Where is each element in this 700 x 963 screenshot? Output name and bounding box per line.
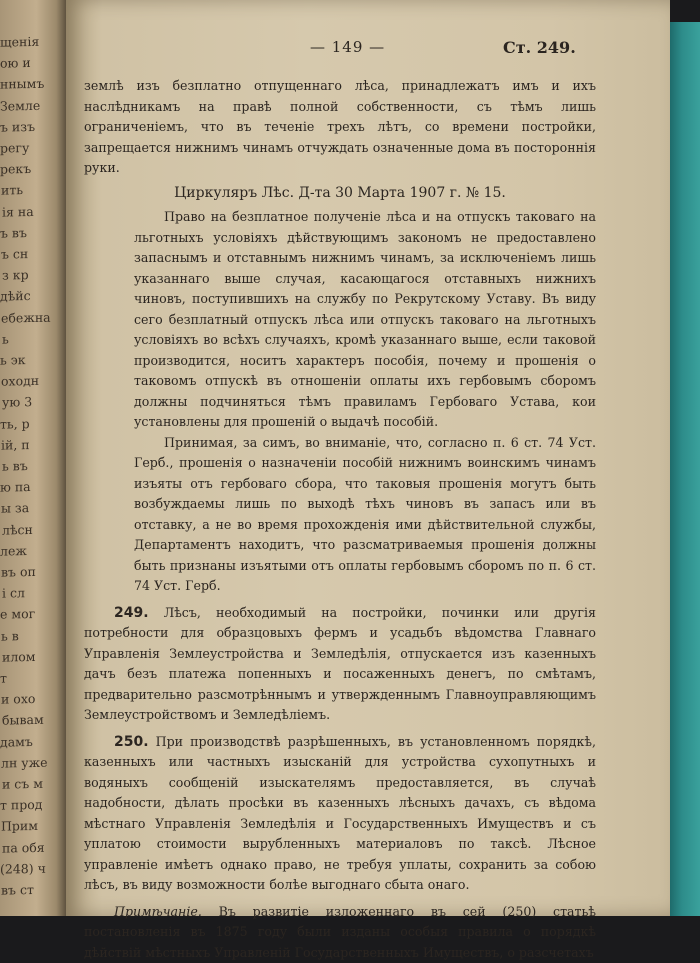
page-body bbox=[84, 76, 596, 963]
book-cover-edge bbox=[670, 22, 700, 916]
facing-page-fragment: ннымъ bbox=[0, 76, 66, 92]
circular-title: Циркуляръ Лѣс. Д-та 30 Марта 1907 г. № 15. bbox=[84, 183, 596, 204]
facing-page-fragment: и охо bbox=[1, 691, 66, 707]
article-250-text: При производствѣ разрѣшенныхъ, въ установленномъ порядкѣ, казенныхъ или частныхъ изысканій для устройства сухопутныхъ и водяныхъ сообщеній изыскателямъ предоставляется, въ случаѣ надобности, дѣлать просѣки въ казенныхъ лѣсныхъ дачахъ, съ вѣдома мѣстнаго Управленія Земледѣлія и Государственныхъ Имуществъ и съ уплатою стоимости вырубленныхъ материаловъ по таксѣ. Лѣсное управленіе имѣетъ однако право, не требуя уплаты, сохранить за собою лѣсъ, въ виду возможности болѣе выгоднаго сбыта онаго. bbox=[84, 734, 596, 893]
facing-page-fragment: ить bbox=[1, 182, 66, 198]
facing-page-fragment: е мог bbox=[0, 606, 66, 622]
facing-page-fragment: ую 3 bbox=[2, 394, 66, 410]
facing-page-fragment: бывам bbox=[2, 712, 66, 728]
facing-page-fragment: ь в bbox=[1, 627, 66, 643]
facing-page-fragment: Прим bbox=[1, 818, 66, 834]
facing-page bbox=[0, 0, 66, 916]
facing-page-fragment: Земле bbox=[0, 97, 66, 113]
article-250-number: 250. bbox=[114, 734, 149, 750]
facing-page-fragment: ю па bbox=[0, 479, 66, 495]
facing-page-fragment: оходн bbox=[1, 373, 66, 389]
facing-page-fragment: ою и bbox=[0, 55, 66, 71]
facing-page-fragment: ь bbox=[2, 330, 66, 346]
facing-page-fragment: з кр bbox=[2, 267, 66, 283]
facing-page-fragment: ь въ bbox=[2, 457, 66, 473]
facing-page-fragment: па обя bbox=[2, 839, 66, 855]
facing-page-fragment: ъ сн bbox=[1, 245, 66, 261]
page-number: — 149 — bbox=[310, 38, 385, 56]
book-page bbox=[66, 0, 670, 916]
article-250 bbox=[84, 732, 596, 896]
facing-page-fragment: (248) ч bbox=[0, 860, 66, 876]
article-249 bbox=[84, 603, 596, 726]
article-reference: Ст. 249. bbox=[503, 38, 576, 57]
circular-paragraph-1: Право на безплатное полученіе лѣса и на отпускъ таковаго на льготныхъ условіяхъ дѣйствующимъ закономъ не предоставлено запаснымъ и отставнымъ нижнимъ чинамъ, за исключеніемъ лишь указаннаго выше случая, касающагося отставныхъ нижнихъ чиновъ, поступившихъ на службу по Рекрутскому Уставу. Въ виду сего безплатный отпускъ лѣса или отпускъ таковаго на льготныхъ условіяхъ во всѣхъ случаяхъ, кромѣ указаннаго выше, если таковой производится, носитъ характеръ пособія, почему и прошенія о таковомъ отпускѣ въ отношеніи оплаты ихъ гербовымъ сборомъ должны подчиняться тѣмъ правиламъ Гербоваго Устава, кои установлены для прошеній о выдачѣ пособій. bbox=[134, 207, 596, 433]
facing-page-fragment: регу bbox=[0, 139, 66, 155]
facing-page-fragment: дамъ bbox=[0, 733, 66, 749]
facing-page-fragment: ъ изъ bbox=[0, 118, 66, 134]
note-label: Примѣчаніе. bbox=[114, 904, 202, 919]
continuation-paragraph: землѣ изъ безплатно отпущеннаго лѣса, принадлежатъ имъ и ихъ наслѣдникамъ на правѣ полной собственности, съ тѣмъ лишь ограниченіемъ, что въ теченіе трехъ лѣтъ, со времени постройки, запрещается нижнимъ чинамъ отчуждать означенные дома въ постороннія руки. bbox=[84, 76, 596, 179]
facing-page-fragment: рекъ bbox=[0, 161, 66, 177]
facing-page-fragment: дѣйс bbox=[0, 288, 66, 304]
facing-page-fragment: ебежна bbox=[1, 309, 66, 325]
facing-page-fragment: ь эк bbox=[0, 351, 66, 367]
facing-page-fragment: і сл bbox=[2, 585, 66, 601]
facing-page-fragment: въ оп bbox=[1, 563, 66, 579]
facing-page-fragment: илом bbox=[2, 648, 66, 664]
article-249-number: 249. bbox=[114, 605, 149, 621]
facing-page-fragment: леж bbox=[0, 542, 66, 558]
facing-page-fragment: ъ въ bbox=[0, 224, 66, 240]
facing-page-fragment: лн уже bbox=[1, 754, 66, 770]
article-249-text: Лѣсъ, необходимый на постройки, починки или другія потребности для образцовыхъ фермъ и усадьбъ вѣдомства Главнаго Управленія Землеустройства и Земледѣлія, отпускается изъ казенныхъ дачъ безъ платежа попенныхъ и посаженныхъ денегъ, по смѣтамъ, предварительно разсмотрѣннымъ и утвержденнымъ Главноуправляющимъ Землеустройствомъ и Земледѣліемъ. bbox=[84, 605, 596, 723]
facing-page-fragment: т bbox=[0, 669, 66, 685]
circular-block bbox=[134, 207, 596, 597]
facing-page-fragment: и съ м bbox=[2, 775, 66, 791]
facing-page-fragment: въ ст bbox=[1, 881, 66, 897]
facing-page-fragment: лѣсн bbox=[2, 521, 66, 537]
page-header bbox=[66, 38, 670, 62]
facing-page-fragment: ія на bbox=[2, 203, 66, 219]
facing-page-fragment: щенія bbox=[0, 33, 66, 49]
note-text: Въ развитіе изложеннаго въ сей (250) статьѣ постановленія въ 1875 году были изданы особыя правила о порядкѣ дѣйствій мѣстныхъ Управленій Государственныхъ Имуществъ, о разсчетахъ bbox=[84, 904, 596, 960]
facing-page-fragment: ть, р bbox=[0, 415, 66, 431]
note-paragraph bbox=[84, 902, 596, 963]
facing-page-fragment: ій, п bbox=[1, 436, 66, 452]
facing-page-fragment: ы за bbox=[1, 500, 66, 516]
circular-paragraph-2: Принимая, за симъ, во вниманіе, что, согласно п. 6 ст. 74 Уст. Герб., прошенія о назначеніи пособій нижнимъ воинскимъ чинамъ изъяты отъ гербоваго сбора, что таковыя прошенія могутъ быть возбуждаемы лишь по выходѣ тѣхъ чиновъ въ запасъ или въ отставку, а не во время прохожденія ими дѣйствительной службы, Департаментъ находитъ, что разсматриваемыя прошенія должны быть признаны изъятыми отъ оплаты гербовымъ сборомъ по п. 6 ст. 74 Уст. Герб. bbox=[134, 433, 596, 597]
facing-page-fragment: т прод bbox=[0, 797, 66, 813]
